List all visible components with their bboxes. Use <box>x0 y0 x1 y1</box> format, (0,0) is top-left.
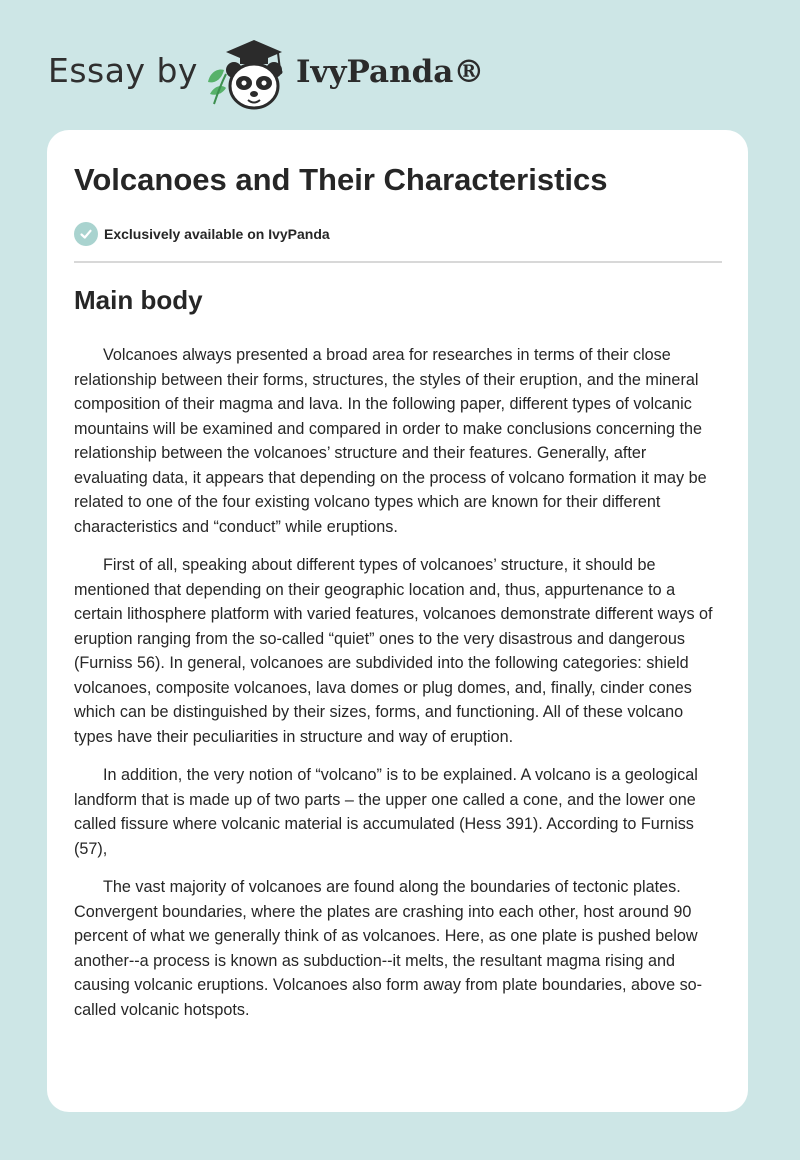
check-circle-icon <box>74 222 98 246</box>
badge-label: Exclusively available on IvyPanda <box>104 226 330 242</box>
section-heading: Main body <box>74 285 203 315</box>
site-header <box>48 30 648 110</box>
essay-card <box>47 130 748 1112</box>
page-title: Volcanoes and Their Characteristics <box>74 162 608 197</box>
paragraph: Volcanoes always presented a broad area for researches in terms of their close relationship between their forms, structures, the styles of their eruption, and the mineral composition of their magma and lava. In the following paper, different types of volcanic mountains will be examined and compared in order to make conclusions concerning the relationship between the volcanoes’ structure and their features. Generally, after evaluating data, it appears that depending on the process of volcano formation it may be related to one of the four existing volcano types which are known for their different characteristics and “conduct” while eruptions. <box>74 346 707 536</box>
divider <box>74 261 722 263</box>
brand-name[interactable]: IvyPanda® <box>296 54 485 90</box>
paragraph: First of all, speaking about different types of volcanoes’ structure, it should be mentioned that depending on their geographic location and, thus, appurtenance to a certain lithosphere platform with varied features, volcanoes demonstrate different ways of eruption ranging from the so-called “quiet” ones to the very disastrous and dangerous (Furniss 56). In general, volcanoes are subdivided into the following categories: shield volcanoes, composite volcanoes, lava domes or plug domes, and, finally, cinder cones which can be distinguished by their sizes, forms, and functioning. All of these volcano types have their peculiarities in structure and way of eruption. <box>74 556 713 746</box>
paragraph: The vast majority of volcanoes are found along the boundaries of tectonic plates. Convergent boundaries, where the plates are crashing into each other, host around 90 percent of what we generally think of as volcanoes. Here, as one plate is pushed below another--a process is known as subduction--it melts, the resultant magma rising and causing volcanic eruptions. Volcanoes also form away from plate boundaries, above so-called volcanic hotspots. <box>74 878 703 1019</box>
panda-graduate-logo-icon[interactable] <box>204 34 290 114</box>
essay-by-label: Essay by <box>48 51 198 90</box>
essay-body <box>74 343 724 1036</box>
exclusive-badge <box>74 222 330 246</box>
paragraph: In addition, the very notion of “volcano” is to be explained. A volcano is a geological landform that is made up of two parts – the upper one called a cone, and the lower one called fissure where volcanic material is accumulated (Hess 391). According to Furniss (57), <box>74 766 698 858</box>
